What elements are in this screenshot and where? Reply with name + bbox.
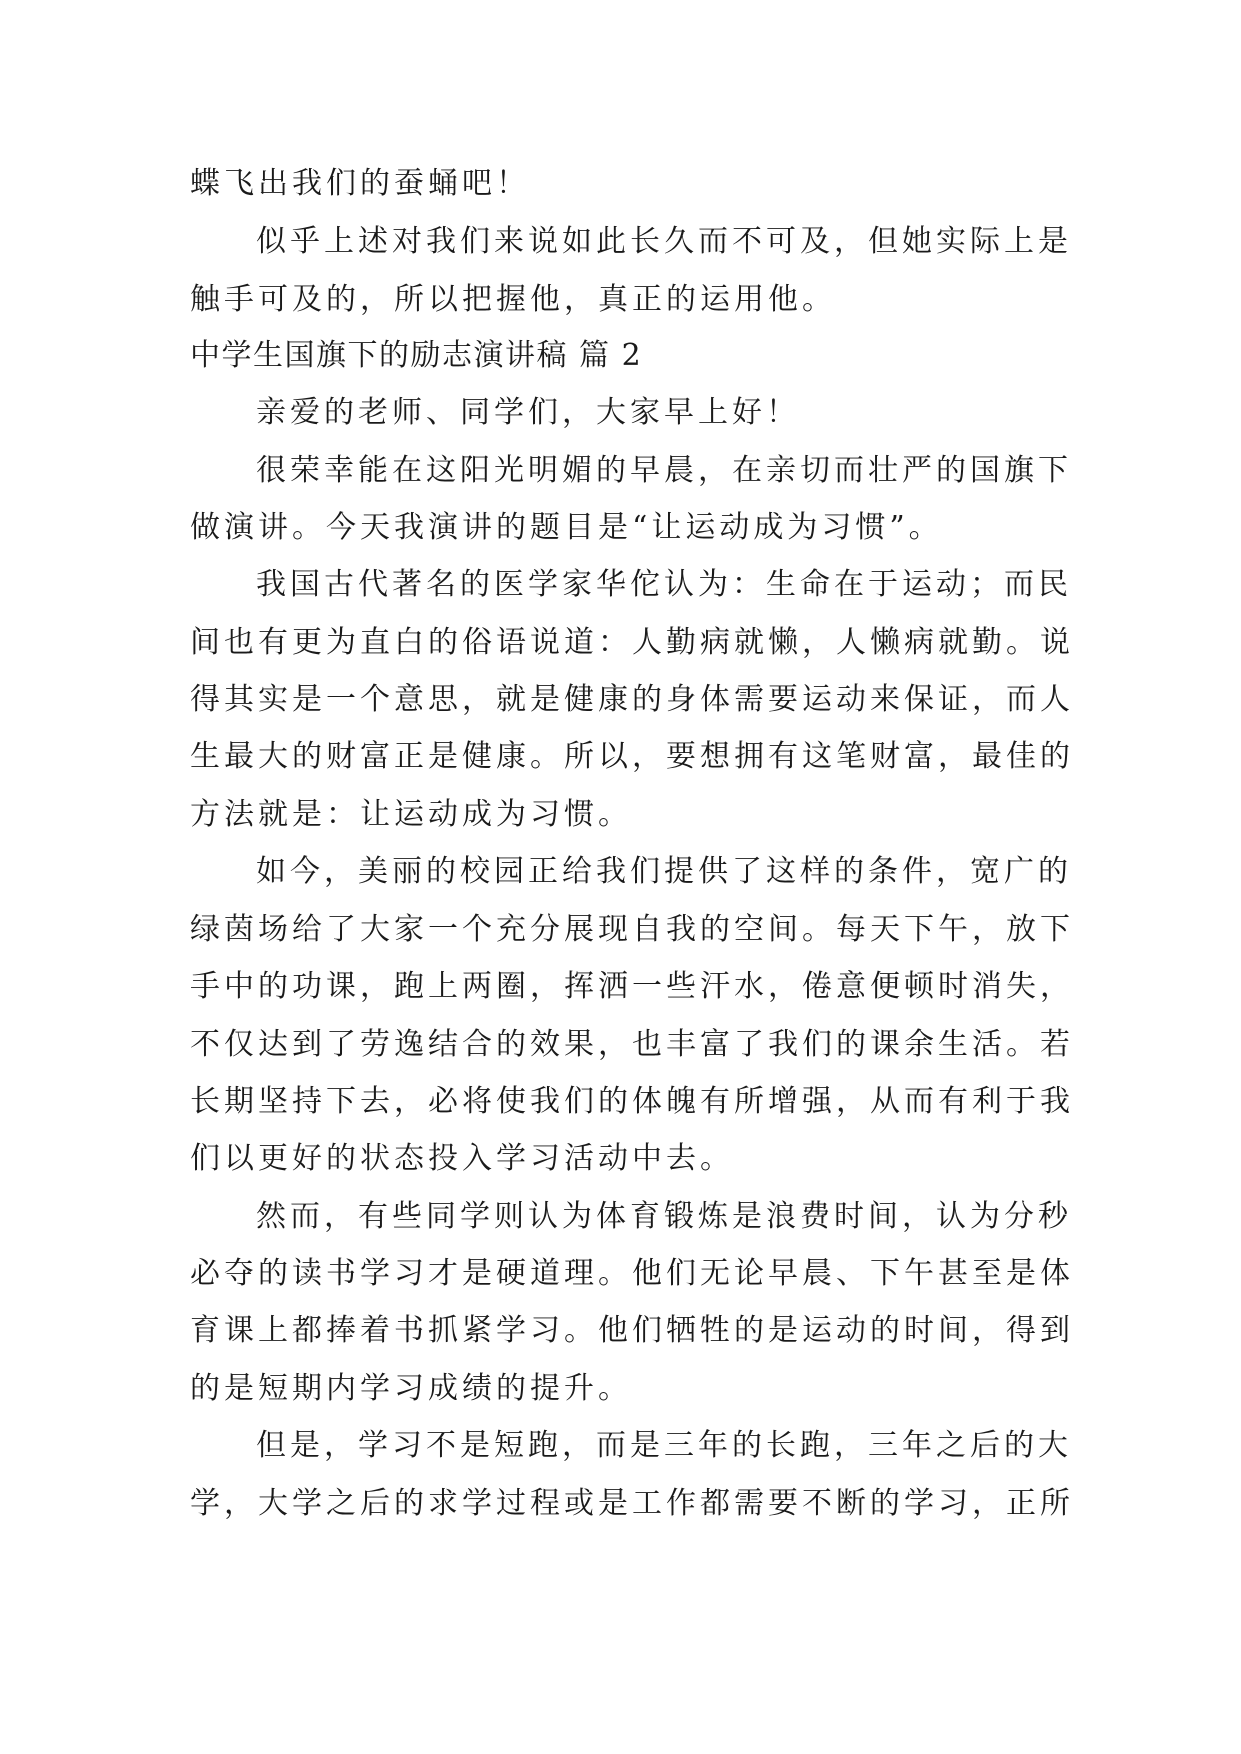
text-line: 育课上都捧着书抓紧学习。他们牺牲的是运动的时间，得到 <box>190 1313 1074 1348</box>
text-line: 蝶飞出我们的蚕蛹吧！ <box>190 166 530 201</box>
text-line: 长期坚持下去，必将使我们的体魄有所增强，从而有利于我 <box>190 1084 1074 1119</box>
text-line: 必夺的读书学习才是硬道理。他们无论早晨、下午甚至是体 <box>190 1256 1074 1291</box>
text-line: 方法就是：让运动成为习惯。 <box>190 797 632 832</box>
text-line: 手中的功课，跑上两圈，挥洒一些汗水，倦意便顿时消失， <box>190 969 1074 1004</box>
paragraph-first-line: 然而，有些同学则认为体育锻炼是浪费时间，认为分秒 <box>256 1199 1072 1234</box>
paragraph-first-line: 但是，学习不是短跑，而是三年的长跑，三年之后的大 <box>256 1428 1072 1463</box>
paragraph-first-line: 我国古代著名的医学家华佗认为：生命在于运动；而民 <box>256 567 1072 602</box>
section-heading: 中学生国旗下的励志演讲稿 篇 2 <box>190 338 643 373</box>
text-line: 们以更好的状态投入学习活动中去。 <box>190 1141 734 1176</box>
text-line: 的是短期内学习成绩的提升。 <box>190 1371 632 1406</box>
paragraph-first-line: 似乎上述对我们来说如此长久而不可及，但她实际上是 <box>256 224 1072 259</box>
text-line: 不仅达到了劳逸结合的效果，也丰富了我们的课余生活。若 <box>190 1027 1074 1062</box>
text-line: 做演讲。今天我演讲的题目是“让运动成为习惯”。 <box>190 510 943 545</box>
text-line: 生最大的财富正是健康。所以，要想拥有这笔财富，最佳的 <box>190 739 1074 774</box>
paragraph-first-line: 如今，美丽的校园正给我们提供了这样的条件，宽广的 <box>256 854 1072 889</box>
paragraph-first-line: 亲爱的老师、同学们，大家早上好！ <box>256 395 800 430</box>
paragraph-first-line: 很荣幸能在这阳光明媚的早晨，在亲切而壮严的国旗下 <box>256 453 1072 488</box>
text-line: 间也有更为直白的俗语说道：人勤病就懒，人懒病就勤。说 <box>190 625 1074 660</box>
text-line: 绿茵场给了大家一个充分展现自我的空间。每天下午，放下 <box>190 912 1074 947</box>
text-line: 触手可及的，所以把握他，真正的运用他。 <box>190 282 836 317</box>
text-line: 学，大学之后的求学过程或是工作都需要不断的学习，正所 <box>190 1486 1074 1521</box>
text-line: 得其实是一个意思，就是健康的身体需要运动来保证，而人 <box>190 682 1074 717</box>
